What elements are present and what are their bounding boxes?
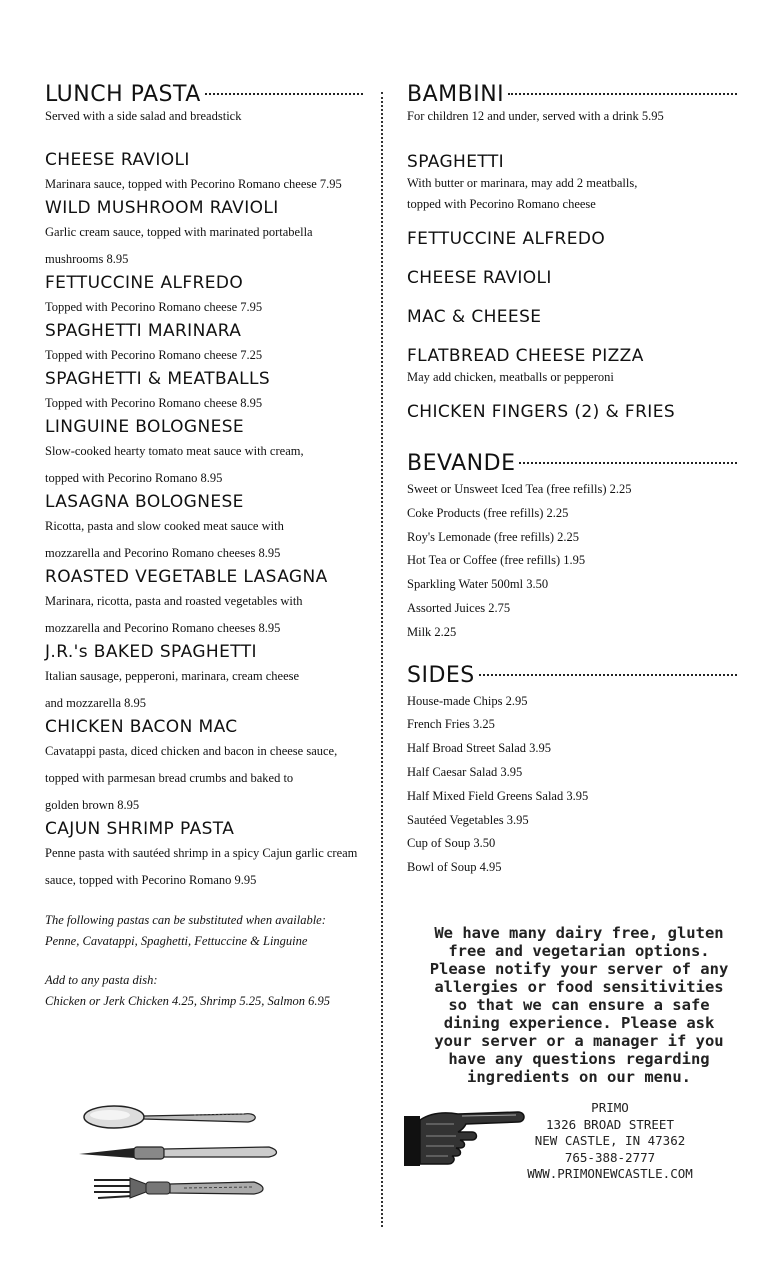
phone-number: 765-388-2777: [564, 1149, 656, 1165]
menu-item-name: LASAGNA BOLOGNESE: [45, 492, 244, 512]
side-item: Half Broad Street Salad 3.95: [407, 741, 552, 756]
fork-icon: [94, 1178, 263, 1198]
side-item: Half Caesar Salad 3.95: [407, 764, 523, 779]
menu-item-description: mozzarella and Pecorino Romano cheeses 8.95: [45, 621, 281, 635]
menu-item-name: ROASTED VEGETABLE LASAGNA: [45, 567, 328, 587]
menu-item: [45, 369, 363, 417]
dietary-note-line: allergies or food sensitivities: [434, 978, 724, 996]
menu-item-description: Cavatappi pasta, diced chicken and bacon in cheese sauce,: [45, 744, 338, 758]
side-item: Sautéed Vegetables 3.95: [407, 812, 529, 827]
drink-item: Milk 2.25: [407, 624, 457, 639]
dietary-note-line: free and vegetarian options.: [448, 942, 710, 960]
menu-item-description: and mozzarella 8.95: [45, 696, 146, 710]
bevande-title: BEVANDE: [407, 451, 516, 476]
substitution-note-line: The following pastas can be substituted when available:: [45, 913, 326, 927]
menu-item-description: sauce, topped with Pecorino Romano 9.95: [45, 873, 257, 887]
bambini-section: [407, 82, 737, 423]
menu-item-name: SPAGHETTI MARINARA: [45, 321, 242, 341]
menu-item-description: Topped with Pecorino Romano cheese 8.95: [45, 396, 263, 410]
substitution-note-line: Penne, Cavatappi, Spaghetti, Fettuccine & Linguine: [45, 934, 308, 948]
menu-item-name: WILD MUSHROOM RAVIOLI: [45, 198, 279, 218]
menu-item: [45, 642, 363, 717]
sides-header: [407, 663, 737, 688]
spoon-icon: [84, 1106, 255, 1128]
drink-item: Assorted Juices 2.75: [407, 600, 511, 615]
menu-item: [407, 152, 737, 215]
leader-dots: [508, 93, 737, 95]
bevande-section: [407, 451, 737, 645]
menu-item-description: Garlic cream sauce, topped with marinated portabella: [45, 225, 313, 239]
menu-item-description: mozzarella and Pecorino Romano cheeses 8.95: [45, 546, 281, 560]
column-divider: [381, 92, 383, 1227]
menu-item-description: Marinara, ricotta, pasta and roasted vegetables with: [45, 594, 303, 608]
leader-dots: [519, 462, 737, 464]
menu-item: [45, 819, 363, 894]
drink-item: Hot Tea or Coffee (free refills) 1.95: [407, 553, 586, 568]
right-column: [407, 82, 737, 880]
side-item: Cup of Soup 3.50: [407, 836, 496, 851]
add-note-line: Add to any pasta dish:: [45, 973, 158, 987]
bambini-items: [407, 152, 737, 423]
menu-item: [45, 198, 363, 273]
menu-item-description: With butter or marinara, may add 2 meatballs,: [407, 176, 638, 190]
dietary-note-line: have any questions regarding: [448, 1050, 710, 1068]
sides-items: [407, 690, 737, 880]
menu-item: [45, 717, 363, 819]
menu-item: [407, 229, 737, 250]
dietary-note-line: We have many dairy free, gluten: [434, 924, 724, 942]
drink-item: Coke Products (free refills) 2.25: [407, 505, 569, 520]
menu-item-name: FLATBREAD CHEESE PIZZA: [407, 346, 644, 366]
menu-item-description: Slow-cooked hearty tomato meat sauce with cream,: [45, 444, 304, 458]
menu-item-description: Marinara sauce, topped with Pecorino Romano cheese 7.95: [45, 177, 342, 191]
lunch-pasta-header: [45, 82, 363, 107]
bambini-header: [407, 82, 737, 107]
menu-item-name: FETTUCCINE ALFREDO: [407, 229, 606, 249]
menu-item-name: CHICKEN FINGERS (2) & FRIES: [407, 402, 676, 422]
dietary-note-line: dining experience. Please ask: [443, 1014, 715, 1032]
website-link[interactable]: WWW.PRIMONEWCASTLE.COM: [527, 1166, 693, 1181]
side-item: House-made Chips 2.95: [407, 693, 528, 708]
lunch-pasta-title: LUNCH PASTA: [45, 82, 201, 107]
menu-item-description: May add chicken, meatballs or pepperoni: [407, 370, 614, 384]
menu-item-name: FETTUCCINE ALFREDO: [45, 273, 244, 293]
menu-item: [45, 417, 363, 492]
side-item: Bowl of Soup 4.95: [407, 860, 502, 875]
dietary-note: [406, 924, 752, 1086]
side-item: French Fries 3.25: [407, 717, 495, 732]
menu-item-name: CHICKEN BACON MAC: [45, 717, 238, 737]
substitution-note: [45, 910, 363, 952]
sides-title: SIDES: [407, 662, 475, 688]
city-state-zip: NEW CASTLE, IN 47362: [534, 1133, 686, 1148]
drink-item: Sweet or Unsweet Iced Tea (free refills) 2.25: [407, 482, 632, 496]
side-item: Half Mixed Field Greens Salad 3.95: [407, 788, 589, 803]
restaurant-name: PRIMO: [591, 1100, 629, 1115]
lunch-pasta-items: [45, 150, 363, 894]
menu-item: [45, 150, 363, 198]
menu-item-description: topped with Pecorino Romano 8.95: [45, 471, 223, 485]
menu-item: [45, 321, 363, 369]
bevande-items: [407, 478, 737, 645]
menu-item: [407, 346, 737, 388]
menu-item: [407, 307, 737, 328]
street-address: 1326 BROAD STREET: [546, 1116, 674, 1132]
menu-item-description: golden brown 8.95: [45, 798, 140, 812]
menu-item-description: Italian sausage, pepperoni, marinara, cream cheese: [45, 669, 300, 683]
bevande-header: [407, 451, 737, 476]
menu-item-description: Topped with Pecorino Romano cheese 7.25: [45, 348, 263, 362]
knife-icon: [79, 1147, 277, 1159]
menu-item-description: mushrooms 8.95: [45, 252, 129, 266]
menu-item-name: CHEESE RAVIOLI: [45, 150, 190, 170]
dietary-note-line: Please notify your server of any: [429, 960, 729, 978]
menu-item-description: Topped with Pecorino Romano cheese 7.95: [45, 300, 263, 314]
dietary-note-line: so that we can ensure a safe: [448, 996, 710, 1014]
menu-item: [45, 492, 363, 567]
menu-item-name: CAJUN SHRIMP PASTA: [45, 819, 235, 839]
sides-section: [407, 663, 737, 880]
menu-item-description: Penne pasta with sautéed shrimp in a spicy Cajun garlic cream: [45, 846, 358, 860]
menu-item-name: SPAGHETTI: [407, 152, 505, 172]
menu-item-name: SPAGHETTI & MEATBALLS: [45, 369, 271, 389]
menu-item-description: topped with parmesan bread crumbs and baked to: [45, 771, 294, 785]
menu-item: [45, 567, 363, 642]
menu-item: [45, 273, 363, 321]
bambini-subtitle: For children 12 and under, served with a drink 5.95: [407, 109, 664, 123]
menu-item-name: J.R.'s BAKED SPAGHETTI: [45, 642, 257, 662]
menu-item-name: CHEESE RAVIOLI: [407, 268, 552, 288]
menu-item-name: MAC & CHEESE: [407, 307, 542, 327]
lunch-pasta-section: [45, 82, 363, 1012]
contact-block: [505, 1100, 715, 1183]
drink-item: Roy's Lemonade (free refills) 2.25: [407, 529, 579, 544]
bambini-title: BAMBINI: [407, 82, 505, 107]
drink-item: Sparkling Water 500ml 3.50: [407, 577, 549, 592]
add-note: [45, 970, 363, 1012]
cutlery-illustration-icon: [74, 1100, 284, 1205]
menu-item-description: topped with Pecorino Romano cheese: [407, 197, 596, 211]
menu-item-name: LINGUINE BOLOGNESE: [45, 417, 245, 437]
menu-item: [407, 268, 737, 289]
dietary-note-line: your server or a manager if you: [434, 1032, 724, 1050]
leader-dots: [479, 674, 737, 676]
menu-item: [407, 402, 737, 423]
dietary-note-line: ingredients on our menu.: [467, 1068, 691, 1086]
leader-dots: [205, 93, 363, 95]
lunch-pasta-subtitle: Served with a side salad and breadstick: [45, 109, 242, 123]
add-note-line: Chicken or Jerk Chicken 4.25, Shrimp 5.25, Salmon 6.95: [45, 994, 331, 1008]
menu-item-description: Ricotta, pasta and slow cooked meat sauce with: [45, 519, 284, 533]
